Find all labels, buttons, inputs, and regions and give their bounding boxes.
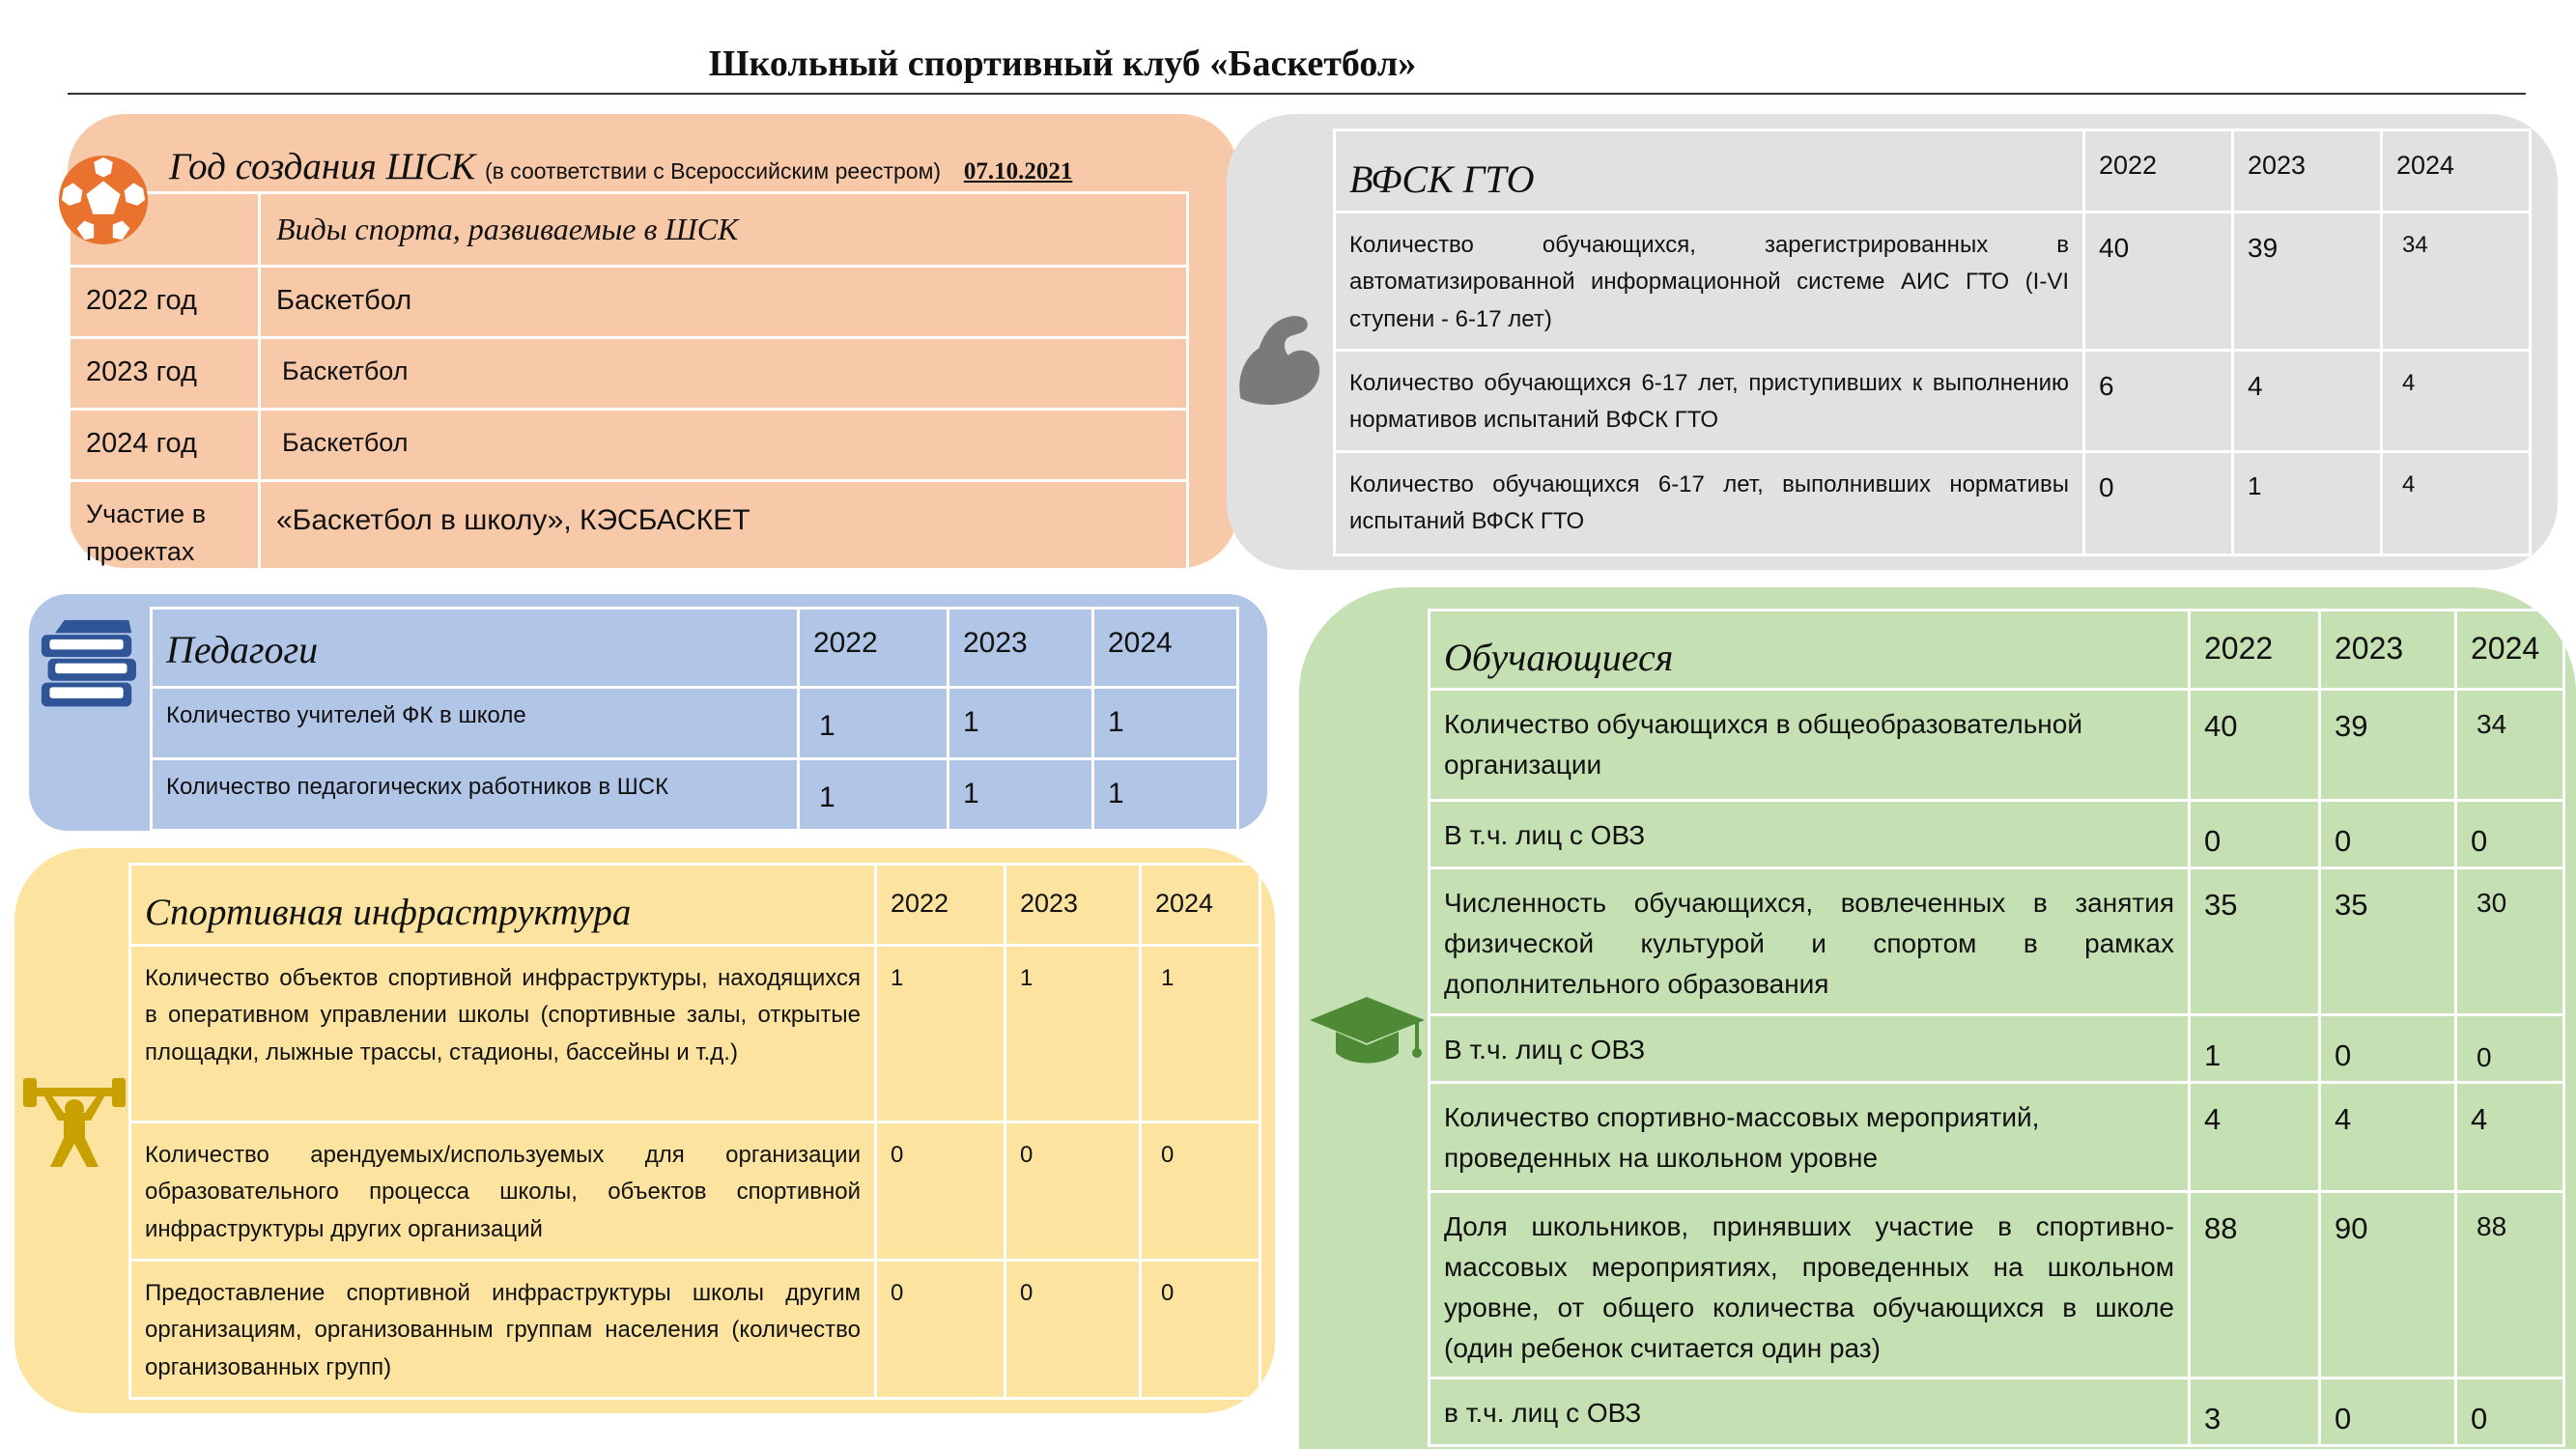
students-table	[1428, 609, 2565, 1447]
row-value: 35	[2190, 868, 2320, 1015]
row-label: 2024 год	[70, 410, 260, 481]
table-row	[1335, 213, 2531, 351]
row-value: 0	[2190, 801, 2320, 868]
table-row	[1430, 1015, 2564, 1083]
row-label: 2023 год	[70, 338, 260, 410]
row-value: 90	[2320, 1192, 2456, 1378]
page-title: Школьный спортивный клуб «Баскетбол»	[708, 43, 1417, 84]
row-value: Баскетбол	[260, 410, 1188, 481]
row-value: 0	[1005, 1261, 1141, 1399]
row-value: 1	[2190, 1015, 2320, 1083]
row-value: Баскетбол	[260, 267, 1188, 338]
weightlifter-icon	[21, 1070, 127, 1172]
table-row	[1430, 1192, 2564, 1378]
table-row	[1430, 868, 2564, 1015]
row-label: Участие в проектах	[70, 481, 260, 585]
row-label: Количество объектов спортивной инфраструктуры, находящихся в оперативном управлении школы (спортивные залы, открытые площадки, лыжные трассы, стадионы, бассейны и т.д.)	[130, 946, 876, 1122]
row-label: в т.ч. лиц с ОВЗ	[1430, 1378, 2190, 1446]
row-value: 0	[2456, 801, 2564, 868]
year-header: 2022	[799, 609, 948, 688]
year-header: 2022	[2190, 611, 2320, 690]
table-row	[70, 338, 1188, 410]
table-row	[1430, 801, 2564, 868]
row-value: 0	[2456, 1378, 2564, 1446]
row-value: 34	[2382, 213, 2531, 351]
row-value: 39	[2320, 690, 2456, 801]
row-value: 0	[2320, 1015, 2456, 1083]
row-value: 1	[1005, 946, 1141, 1122]
row-value: 0	[2320, 1378, 2456, 1446]
row-value: 4	[2233, 351, 2382, 452]
title-underline	[68, 93, 2526, 95]
row-label: Количество обучающихся в общеобразовательной организации	[1430, 690, 2190, 801]
row-label: 2022 год	[70, 267, 260, 338]
gto-table	[1333, 128, 2532, 556]
founding-heading	[169, 145, 1072, 188]
row-label: Количество педагогических работников в ШСК	[152, 759, 799, 831]
row-value: 0	[1141, 1261, 1260, 1399]
infrastructure-table	[128, 863, 1261, 1400]
row-value: 0	[1005, 1122, 1141, 1261]
row-label: Количество обучающихся 6-17 лет, приступивших к выполнению нормативов испытаний ВФСК ГТО	[1335, 351, 2084, 452]
row-value: 1	[876, 946, 1005, 1122]
row-value: 1	[2233, 452, 2382, 555]
year-header: 2023	[1005, 865, 1141, 946]
year-header: 2023	[2320, 611, 2456, 690]
row-label: Количество обучающихся, зарегистрированных в автоматизированной информационной системе АИС ГТО (I-VI ступени - 6-17 лет)	[1335, 213, 2084, 351]
row-value: 1	[799, 759, 948, 831]
table-row	[1335, 351, 2531, 452]
table-row	[1430, 690, 2564, 801]
row-label: Предоставление спортивной инфраструктуры школы другим организациям, организованным группам населения (количество организованных групп)	[130, 1261, 876, 1399]
row-value: Баскетбол	[260, 338, 1188, 410]
year-header: 2024	[2456, 611, 2564, 690]
row-value: 40	[2190, 690, 2320, 801]
row-value: 0	[2320, 801, 2456, 868]
row-label: Количество обучающихся 6-17 лет, выполнивших нормативы испытаний ВФСК ГТО	[1335, 452, 2084, 555]
graduation-cap-icon	[1307, 995, 1428, 1067]
table-row	[130, 865, 1260, 946]
year-header: 2023	[948, 609, 1093, 688]
year-header: 2023	[2233, 130, 2382, 213]
infrastructure-caption: Спортивная инфраструктура	[130, 865, 876, 946]
row-value: 4	[2456, 1083, 2564, 1192]
row-label: В т.ч. лиц с ОВЗ	[1430, 1015, 2190, 1083]
row-value: «Баскетбол в школу», КЭСБАСКЕТ	[260, 481, 1188, 585]
row-value: 3	[2190, 1378, 2320, 1446]
table-row	[1430, 1083, 2564, 1192]
row-label: Численность обучающихся, вовлеченных в занятия физической культурой и спортом в рамках дополнительного образования	[1430, 868, 2190, 1015]
table-row	[152, 759, 1238, 831]
table-row	[152, 609, 1238, 688]
table-row	[70, 193, 1188, 267]
row-value: 35	[2320, 868, 2456, 1015]
books-icon	[37, 618, 138, 715]
table-row	[70, 267, 1188, 338]
founding-date: 07.10.2021	[963, 158, 1073, 185]
gto-caption: ВФСК ГТО	[1335, 130, 2084, 213]
teachers-table	[150, 607, 1239, 832]
row-label: Количество спортивно-массовых мероприятий, проведенных на школьном уровне	[1430, 1083, 2190, 1192]
table-row	[70, 481, 1188, 585]
year-header: 2022	[876, 865, 1005, 946]
row-value: 0	[876, 1122, 1005, 1261]
row-value: 1	[1093, 688, 1238, 759]
founding-table	[68, 191, 1189, 586]
row-value: 1	[799, 688, 948, 759]
year-header: 2024	[1141, 865, 1260, 946]
year-header: 2024	[1093, 609, 1238, 688]
year-header: 2024	[2382, 130, 2531, 213]
row-value: 0	[2456, 1015, 2564, 1083]
table-row	[152, 688, 1238, 759]
row-value: 1	[948, 759, 1093, 831]
founding-heading-text: Год создания ШСК	[169, 146, 476, 187]
students-caption: Обучающиеся	[1430, 611, 2190, 690]
row-value: 6	[2084, 351, 2233, 452]
row-label: В т.ч. лиц с ОВЗ	[1430, 801, 2190, 868]
soccer-ball-icon	[56, 153, 151, 247]
table-row	[1335, 130, 2531, 213]
row-value: 40	[2084, 213, 2233, 351]
row-value: 4	[2382, 452, 2531, 555]
row-value: 34	[2456, 690, 2564, 801]
row-value: 88	[2190, 1192, 2320, 1378]
row-value: 1	[1141, 946, 1260, 1122]
row-label: Доля школьников, принявших участие в спортивно-массовых мероприятиях, проведенных на школьном уровне, от общего количества обучающихся в школе (один ребенок считается один раз)	[1430, 1192, 2190, 1378]
sports-header: Виды спорта, развиваемые в ШСК	[260, 193, 1188, 267]
table-row	[1430, 611, 2564, 690]
row-label: Количество учителей ФК в школе	[152, 688, 799, 759]
row-value: 4	[2320, 1083, 2456, 1192]
row-value: 0	[1141, 1122, 1260, 1261]
row-value: 1	[948, 688, 1093, 759]
row-value: 88	[2456, 1192, 2564, 1378]
table-row	[1335, 452, 2531, 555]
row-value: 0	[876, 1261, 1005, 1399]
table-row	[130, 1261, 1260, 1399]
row-value: 39	[2233, 213, 2382, 351]
founding-note: (в соответствии с Всероссийским реестром)	[484, 158, 942, 184]
table-row	[70, 410, 1188, 481]
row-value: 0	[2084, 452, 2233, 555]
teachers-caption: Педагоги	[152, 609, 799, 688]
table-row	[1430, 1378, 2564, 1446]
row-value: 4	[2190, 1083, 2320, 1192]
table-row	[130, 946, 1260, 1122]
flexed-biceps-icon	[1231, 311, 1323, 412]
row-value: 30	[2456, 868, 2564, 1015]
row-value: 1	[1093, 759, 1238, 831]
row-label: Количество арендуемых/используемых для организации образовательного процесса школы, объектов спортивной инфраструктуры других организаций	[130, 1122, 876, 1261]
table-row	[130, 1122, 1260, 1261]
row-value: 4	[2382, 351, 2531, 452]
year-header: 2022	[2084, 130, 2233, 213]
